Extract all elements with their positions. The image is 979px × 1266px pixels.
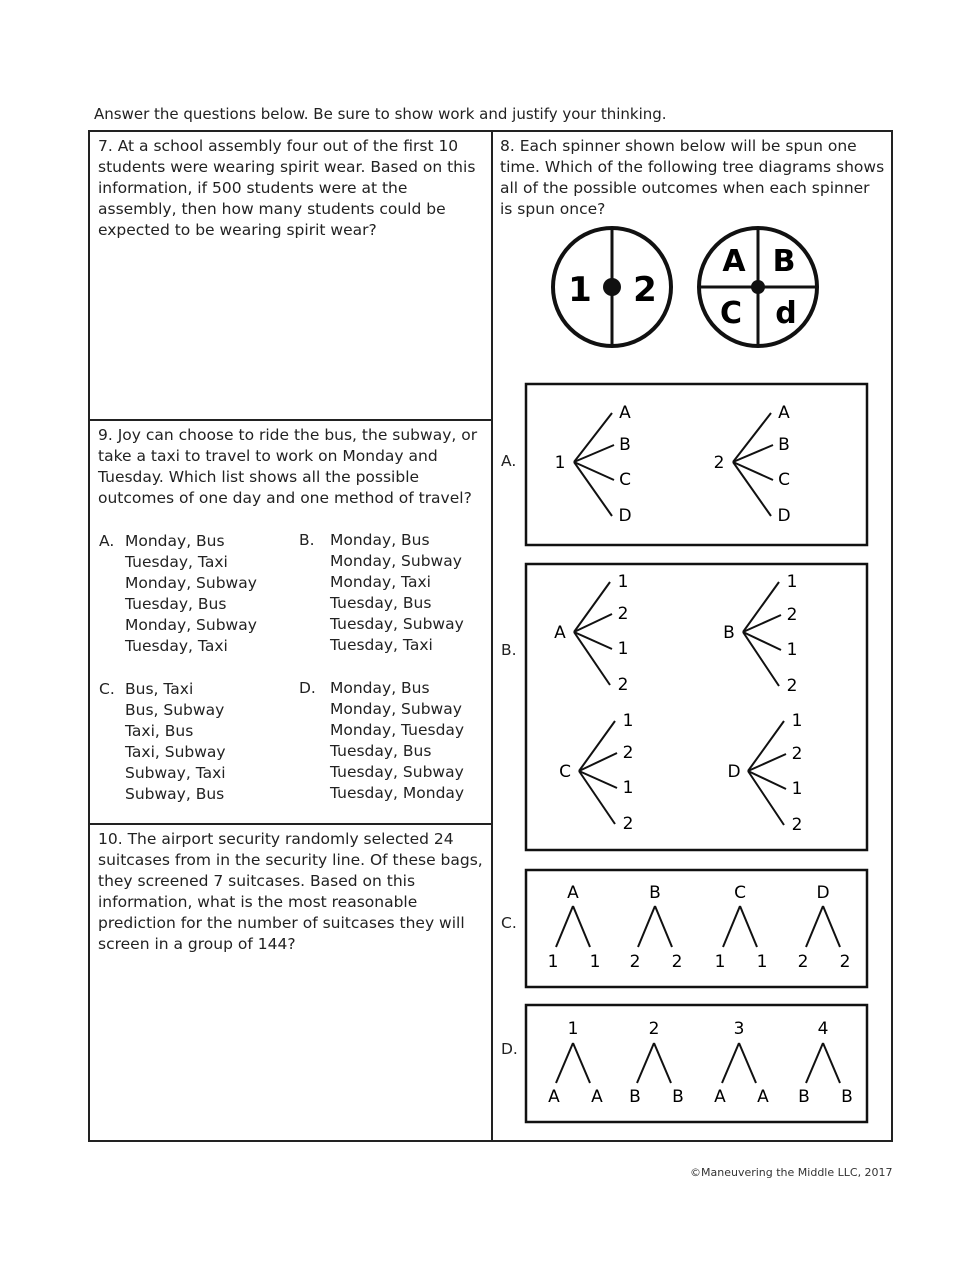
spinner-1-label: 1	[568, 270, 592, 310]
list-item: Subway, Bus	[125, 785, 225, 803]
list-item: Tuesday, Taxi	[125, 553, 228, 571]
tree-branch	[739, 1043, 756, 1083]
list-item: Taxi, Bus	[125, 722, 194, 740]
tree-branch	[654, 1043, 671, 1083]
question-8: 8. Each spinner shown below will be spun one time. Which of the following tree diagrams shows all of the possible outcomes when each spinner is spun once?	[500, 137, 885, 218]
tree-root-label: D	[816, 883, 830, 903]
tree-leaf-label: 2	[791, 744, 803, 764]
list-item: Tuesday, Bus	[330, 742, 432, 760]
list-item: Tuesday, Taxi	[125, 637, 228, 655]
q8-option-b-label[interactable]: B.	[501, 641, 517, 659]
tree-leaf-label: 2	[629, 952, 641, 972]
tree-leaf-label: A	[548, 1087, 560, 1107]
q8-option-a-label[interactable]: A.	[501, 452, 517, 470]
tree-root-label: 1	[554, 453, 566, 473]
tree-branch	[723, 906, 740, 947]
list-item: Tuesday, Monday	[330, 784, 465, 802]
tree-b-2	[723, 572, 797, 696]
question-10: 10. The airport security randomly selected 24 suitcases from in the security line. Of these bags, they screened 7 suitcases. Based on this information, what is the most reasonable prediction for the number of suitcases they will screen in a group of 144?	[98, 830, 483, 953]
q8-option-c-label[interactable]: C.	[501, 914, 517, 932]
q8-option-d-label[interactable]: D.	[501, 1040, 518, 1058]
list-item: Monday, Subway	[330, 552, 462, 570]
tree-leaf-label: C	[778, 470, 790, 490]
tree-leaf-label: B	[629, 1087, 641, 1107]
tree-leaf-label: 1	[791, 779, 803, 799]
tree-leaf-label: 2	[786, 676, 798, 696]
tree-leaf-label: 2	[622, 814, 634, 834]
list-item: Monday, Subway	[125, 574, 257, 592]
tree-leaf-label: B	[841, 1087, 853, 1107]
tree-root-label: 2	[648, 1019, 660, 1039]
tree-branch	[655, 906, 672, 947]
tree-branch	[638, 906, 655, 947]
choice-letter: B.	[299, 531, 315, 549]
list-item: Monday, Bus	[330, 679, 430, 697]
tree-branch	[823, 1043, 840, 1083]
tree-leaf-label: A	[757, 1087, 769, 1107]
tree-leaf-label: 1	[786, 640, 798, 660]
tree-root-label: 3	[733, 1019, 745, 1039]
tree-root-label: 1	[567, 1019, 579, 1039]
spinner-2-label: B	[772, 244, 796, 279]
tree-leaf-label: 2	[786, 605, 798, 625]
tree-leaf-label: D	[618, 506, 632, 526]
tree-leaf-label: 1	[756, 952, 768, 972]
tree-leaf-label: 1	[622, 711, 634, 731]
list-item: Tuesday, Taxi	[330, 636, 433, 654]
list-item: Subway, Taxi	[125, 764, 226, 782]
tree-diagrams	[548, 403, 853, 1107]
tree-c-3	[715, 883, 768, 972]
tree-root-label: C	[559, 762, 571, 782]
tree-root-label: B	[649, 883, 661, 903]
tree-root-label: D	[727, 762, 741, 782]
list-item: Monday, Subway	[125, 616, 257, 634]
spinner-2-label: d	[775, 296, 797, 331]
tree-leaf-label: 2	[617, 604, 629, 624]
tree-leaf-label: 1	[786, 572, 798, 592]
tree-branch	[722, 1043, 739, 1083]
tree-root-label: C	[734, 883, 746, 903]
tree-leaf-label: 1	[589, 952, 601, 972]
question-7: 7. At a school assembly four out of the first 10 students were wearing spirit wear. Based on this information, if 500 students were at the assembly, then how many students could be expected to be wearing spirit wear?	[98, 137, 476, 239]
spinner-2-label: C	[719, 296, 743, 331]
tree-branch	[740, 906, 757, 947]
tree-root-label: 2	[713, 453, 725, 473]
tree-branch	[556, 906, 573, 947]
tree-d-4	[798, 1019, 853, 1107]
spinner-1	[553, 228, 671, 346]
tree-leaf-label: B	[798, 1087, 810, 1107]
tree-leaf-label: C	[619, 470, 631, 490]
list-item: Tuesday, Bus	[125, 595, 227, 613]
instructions: Answer the questions below. Be sure to show work and justify your thinking.	[94, 105, 667, 123]
tree-a-2	[714, 403, 791, 526]
tree-leaf-label: 1	[547, 952, 559, 972]
tree-leaf-label: 2	[839, 952, 851, 972]
tree-branch	[806, 906, 823, 947]
tree-branch	[573, 906, 590, 947]
list-item: Monday, Subway	[330, 700, 462, 718]
tree-branch	[823, 906, 840, 947]
tree-branch	[573, 1043, 590, 1083]
list-item: Tuesday, Bus	[330, 594, 432, 612]
list-item: Tuesday, Subway	[330, 615, 464, 633]
tree-branch	[806, 1043, 823, 1083]
spinner-1-label: 2	[633, 270, 657, 310]
tree-leaf-label: 2	[617, 675, 629, 695]
tree-c-2	[630, 883, 683, 972]
tree-c-1	[548, 883, 601, 972]
tree-leaf-label: B	[672, 1087, 684, 1107]
tree-leaf-label: B	[619, 435, 631, 455]
tree-leaf-label: 2	[797, 952, 809, 972]
tree-b-3	[559, 711, 633, 834]
tree-leaf-label: A	[714, 1087, 726, 1107]
spinner-2-label: A	[722, 244, 746, 279]
tree-leaf-label: A	[778, 403, 790, 423]
tree-leaf-label: 1	[714, 952, 726, 972]
tree-root-label: A	[567, 883, 579, 903]
list-item: Taxi, Subway	[125, 743, 226, 761]
list-item: Monday, Taxi	[330, 573, 431, 591]
tree-b-1	[554, 572, 628, 695]
tree-root-label: B	[723, 623, 735, 643]
tree-leaf-label: 2	[791, 815, 803, 835]
question-9: 9. Joy can choose to ride the bus, the subway, or take a taxi to travel to work on Monday and Tuesday. Which list shows all the possible outcomes of one day and one method of travel?	[98, 426, 478, 507]
list-item: Bus, Subway	[125, 701, 225, 719]
choice-letter: C.	[99, 680, 115, 698]
tree-d-1	[548, 1019, 603, 1107]
spinner-2	[699, 228, 817, 346]
tree-branch	[637, 1043, 654, 1083]
tree-leaf-label: 2	[622, 743, 634, 763]
tree-a-1	[555, 403, 632, 526]
list-item: Monday, Bus	[330, 531, 430, 549]
tree-c-4	[798, 883, 851, 972]
tree-leaf-label: 1	[617, 572, 629, 592]
choice-letter: A.	[99, 532, 115, 550]
list-item: Monday, Tuesday	[330, 721, 465, 739]
tree-d-2	[629, 1019, 684, 1107]
tree-branch	[556, 1043, 573, 1083]
list-item: Monday, Bus	[125, 532, 225, 550]
tree-leaf-label: 1	[622, 778, 634, 798]
tree-root-label: A	[554, 623, 566, 643]
list-item: Tuesday, Subway	[330, 763, 464, 781]
tree-leaf-label: A	[619, 403, 631, 423]
copyright-footer: ©Maneuvering the Middle LLC, 2017	[690, 1166, 893, 1179]
tree-leaf-label: 1	[791, 711, 803, 731]
choice-letter: D.	[299, 679, 316, 697]
tree-root-label: 4	[817, 1019, 829, 1039]
tree-leaf-label: D	[777, 506, 791, 526]
tree-leaf-label: 2	[671, 952, 683, 972]
tree-leaf-label: A	[591, 1087, 603, 1107]
option-b-box[interactable]	[526, 564, 867, 850]
tree-leaf-label: 1	[617, 639, 629, 659]
list-item: Bus, Taxi	[125, 680, 194, 698]
tree-b-4	[727, 711, 802, 835]
tree-d-3	[714, 1019, 769, 1107]
tree-leaf-label: B	[778, 435, 790, 455]
